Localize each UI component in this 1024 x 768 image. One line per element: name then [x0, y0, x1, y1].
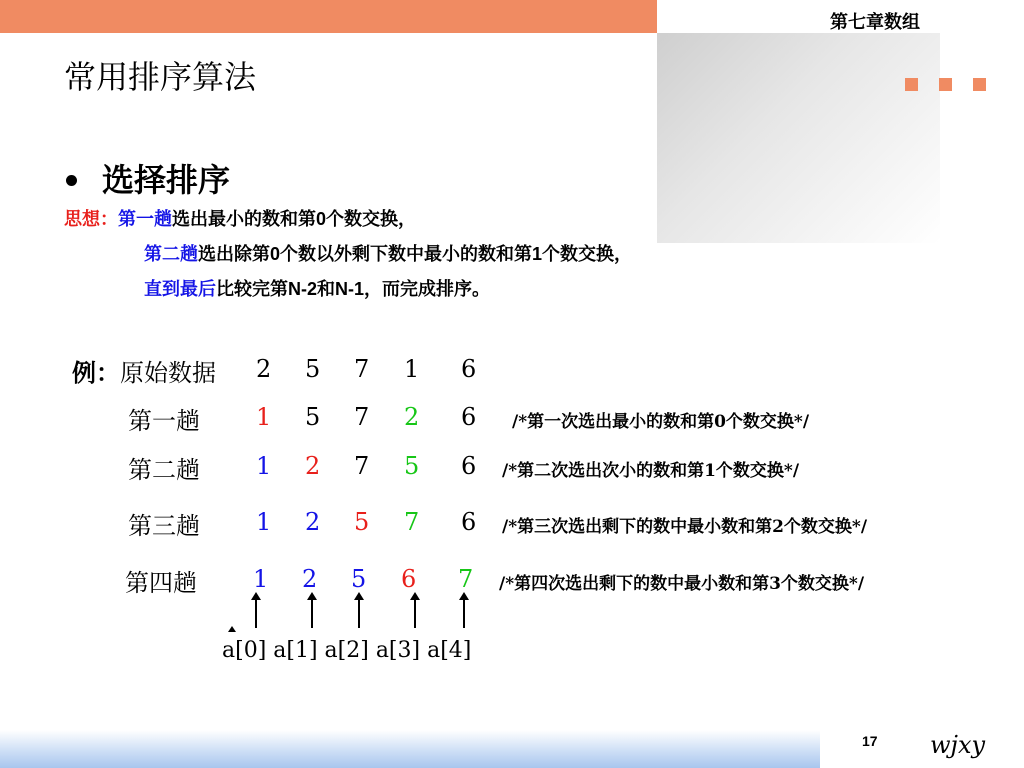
idea-num: N-1 — [335, 279, 365, 299]
up-arrow-icon — [358, 598, 360, 628]
square-icon — [973, 78, 986, 91]
pass-value: 7 — [458, 565, 474, 593]
pass-value: 2 — [404, 403, 420, 431]
pass-value: 2 — [305, 452, 321, 480]
pass-comment: /*第四次选出剩下的数中最小数和第3个数交换*/ — [499, 574, 865, 594]
pass-value: 1 — [256, 452, 272, 480]
idea-tail: ，而完成排序。 — [364, 279, 491, 300]
idea-num: 0 — [270, 244, 281, 264]
pass-label: 直到最后 — [144, 279, 216, 300]
brand-mark: wjxy — [930, 731, 986, 759]
pass-value: 5 — [305, 403, 321, 431]
pass-value: 6 — [461, 452, 477, 480]
original-value: 2 — [256, 355, 272, 383]
pass-label: 第二趟 — [144, 244, 198, 265]
pass-label: 第一趟 — [128, 407, 200, 435]
pass-comment: /*第二次选出次小的数和第1个数交换*/ — [502, 461, 800, 481]
idea-line-2 — [144, 240, 632, 266]
pass-comment: /*第三次选出剩下的数中最小数和第2个数交换*/ — [502, 517, 868, 537]
pass-label: 第二趟 — [128, 456, 200, 484]
section-heading: 选择排序 — [102, 161, 231, 199]
up-arrow-icon — [414, 598, 416, 628]
decorative-gradient-panel — [657, 33, 940, 243]
up-arrow-icon — [463, 598, 465, 628]
pass-value: 2 — [305, 508, 321, 536]
idea-and: 和 — [317, 279, 336, 300]
footer-bar — [0, 730, 820, 768]
pass-value: 6 — [401, 565, 417, 593]
pass-label: 第一趟 — [118, 209, 172, 230]
idea-text: 比较完第 — [216, 279, 288, 300]
header-bar — [0, 0, 657, 33]
original-value: 6 — [461, 355, 477, 383]
idea-text: 选出除第 — [198, 244, 270, 265]
bullet-icon — [66, 175, 77, 186]
idea-line-1 — [64, 205, 416, 231]
idea-tail: 个数交换， — [326, 209, 417, 230]
pass-value: 7 — [354, 452, 370, 480]
example-label: 例：原始数据 — [72, 358, 216, 387]
pass-value: 6 — [461, 508, 477, 536]
array-indices: a[0] a[1] a[2] a[3] a[4] — [222, 638, 472, 663]
pass-value: 7 — [354, 403, 370, 431]
square-icon — [939, 78, 952, 91]
pass-value: 6 — [461, 403, 477, 431]
decorative-squares — [905, 78, 986, 91]
pass-value: 1 — [256, 403, 272, 431]
idea-tail: 个数交换， — [542, 244, 633, 265]
idea-mid: 个数以外剩下数中最小的数和第 — [280, 244, 533, 265]
idea-num: 1 — [532, 244, 543, 264]
idea-label: 思想： — [64, 209, 118, 230]
up-arrow-icon — [255, 598, 257, 628]
pass-value: 1 — [253, 565, 269, 593]
pass-value: 5 — [351, 565, 367, 593]
pass-value: 5 — [354, 508, 370, 536]
page-title: 常用排序算法 — [64, 58, 257, 96]
pass-label: 第四趟 — [125, 569, 197, 597]
pass-value: 5 — [404, 452, 420, 480]
original-value: 5 — [305, 355, 321, 383]
pass-value: 2 — [302, 565, 318, 593]
idea-line-3 — [144, 275, 490, 301]
idea-text: 选出最小的数和第 — [172, 209, 316, 230]
chapter-title: 第七章数组 — [830, 12, 920, 33]
original-value: 1 — [404, 355, 420, 383]
pass-value: 7 — [404, 508, 420, 536]
original-label: 原始数据 — [120, 359, 216, 387]
page-number: 17 — [862, 733, 878, 749]
up-arrow-icon — [311, 598, 313, 628]
idea-num: N-2 — [288, 279, 318, 299]
square-icon — [905, 78, 918, 91]
pass-value: 1 — [256, 508, 272, 536]
pass-comment: /*第一次选出最小的数和第0个数交换*/ — [512, 412, 810, 432]
small-arrow-icon — [228, 626, 236, 632]
idea-num: 0 — [316, 209, 327, 229]
original-value: 7 — [354, 355, 370, 383]
pass-label: 第三趟 — [128, 512, 200, 540]
